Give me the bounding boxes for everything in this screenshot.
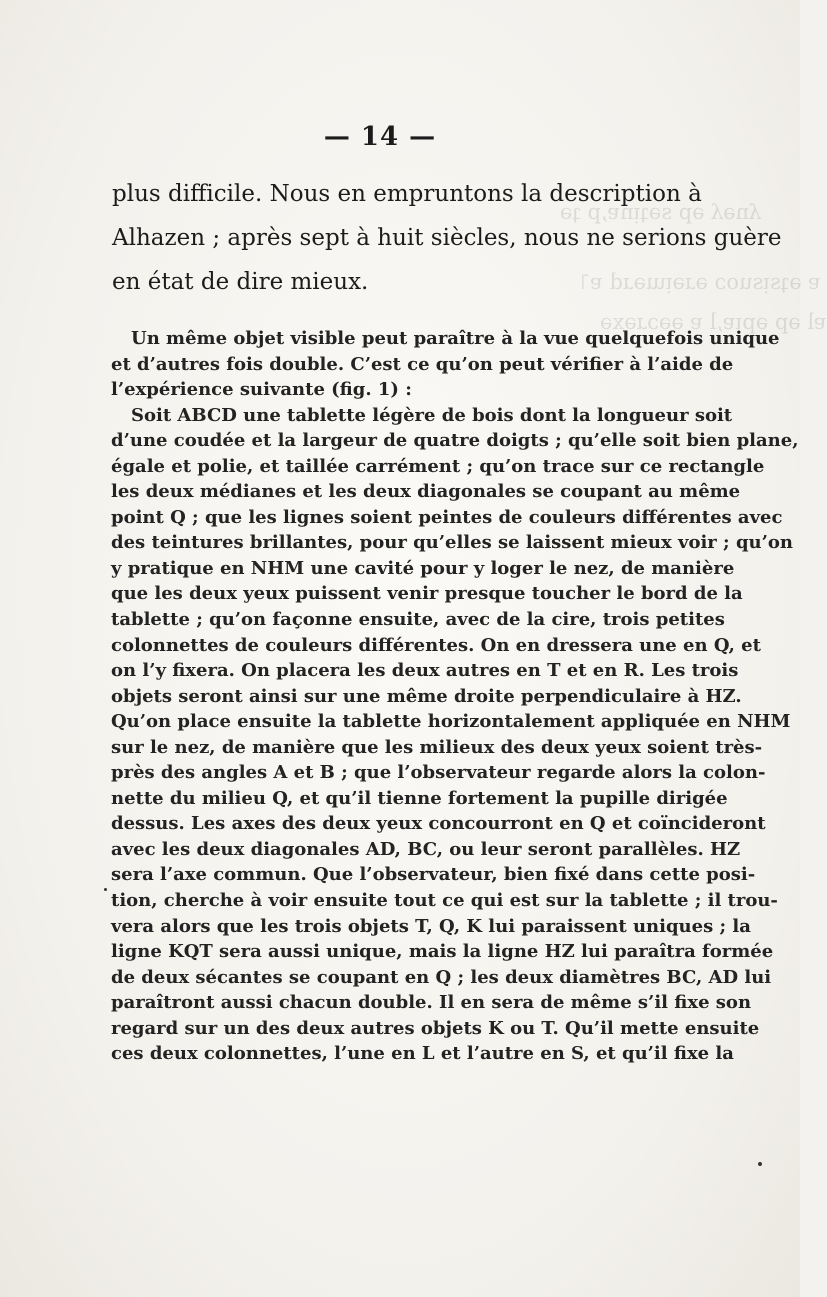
bleed-through-text: ɐ ǝʇsᴉsuoɔ ǝɹǝᴉɯǝɹd ɐ˥ — [580, 270, 821, 294]
quote-line: regard sur un des deux autres objets K ou T. Qu’il mette ensuite — [111, 1017, 760, 1039]
quote-line: Qu’on place ensuite la tablette horizontalement appliquée en NHM — [111, 711, 791, 733]
quote-line: sera l’axe commun. Que l’observateur, bien fixé dans cette posi- — [111, 864, 756, 886]
quote-line: Un même objet visible peut paraître à la vue quelquefois unique — [131, 328, 780, 349]
quote-line: point Q ; que les lignes soient peintes de couleurs différentes avec — [111, 506, 783, 528]
speck-mark — [758, 1162, 762, 1166]
bleed-through-text: ɐl ǝp ǝpᴉɐ,l ɐ ǝǝɔɹǝxǝ — [600, 310, 827, 334]
quote-line: des teintures brillantes, pour qu’elles se laissent mieux voir ; qu’on — [111, 532, 793, 554]
quote-line: tablette ; qu’on façonne ensuite, avec de la cire, trois petites — [111, 609, 725, 631]
bleed-through-text: ʎnǝʎ ǝp sǝʇᴉnɐ,p ʇǝ — [560, 200, 761, 224]
intro-line: Alhazen ; après sept à huit siècles, nous ne serions guère — [112, 225, 782, 251]
quote-line: paraîtront aussi chacun double. Il en sera de même s’il fixe son — [111, 992, 752, 1014]
quote-line: ces deux colonnettes, l’une en L et l’autre en S, et qu’il fixe la — [111, 1043, 734, 1065]
quote-line: l’expérience suivante (fig. 1) : — [111, 379, 412, 401]
intro-line: plus difficile. Nous en empruntons la description à — [112, 181, 702, 207]
quote-line: ligne KQT sera aussi unique, mais la ligne HZ lui paraîtra formée — [111, 941, 774, 963]
quote-line: objets seront ainsi sur une même droite perpendiculaire à HZ. — [111, 685, 742, 707]
quote-line: près des angles A et B ; que l’observateur regarde alors la colon- — [111, 762, 766, 784]
speck-mark — [104, 888, 107, 891]
quote-line: que les deux yeux puissent venir presque toucher le bord de la — [111, 583, 743, 605]
quote-line: d’une coudée et la largeur de quatre doigts ; qu’elle soit bien plane, — [111, 430, 799, 452]
quote-line: égale et polie, et taillée carrément ; qu’on trace sur ce rectangle — [111, 455, 765, 477]
quote-line: Soit ABCD une tablette légère de bois dont la longueur soit — [131, 404, 733, 426]
quoted-passage — [111, 326, 799, 1067]
quote-line: avec les deux diagonales AD, BC, ou leur seront parallèles. HZ — [111, 838, 741, 860]
quote-line: de deux sécantes se coupant en Q ; les deux diamètres BC, AD lui — [111, 966, 772, 988]
quote-line: colonnettes de couleurs différentes. On en dressera une en Q, et — [111, 634, 761, 656]
quote-line: sur le nez, de manière que les milieux des deux yeux soient très- — [111, 736, 763, 758]
quote-line: et d’autres fois double. C’est ce qu’on peut vérifier à l’aide de — [111, 353, 734, 375]
quote-line: on l’y fixera. On placera les deux autres en T et en R. Les trois — [111, 660, 739, 682]
quote-line: vera alors que les trois objets T, Q, K lui paraissent uniques ; la — [111, 915, 751, 937]
quote-line: tion, cherche à voir ensuite tout ce qui est sur la tablette ; il trou- — [111, 890, 778, 912]
quote-line: nette du milieu Q, et qu’il tienne fortement la pupille dirigée — [111, 787, 728, 809]
page-number: — 14 — — [323, 122, 437, 152]
quote-line: y pratique en NHM une cavité pour y loger le nez, de manière — [111, 557, 735, 579]
intro-line: en état de dire mieux. — [112, 269, 369, 295]
quote-line: dessus. Les axes des deux yeux concourront en Q et coïncideront — [111, 813, 766, 835]
quote-line: les deux médianes et les deux diagonales se coupant au même — [111, 481, 741, 503]
